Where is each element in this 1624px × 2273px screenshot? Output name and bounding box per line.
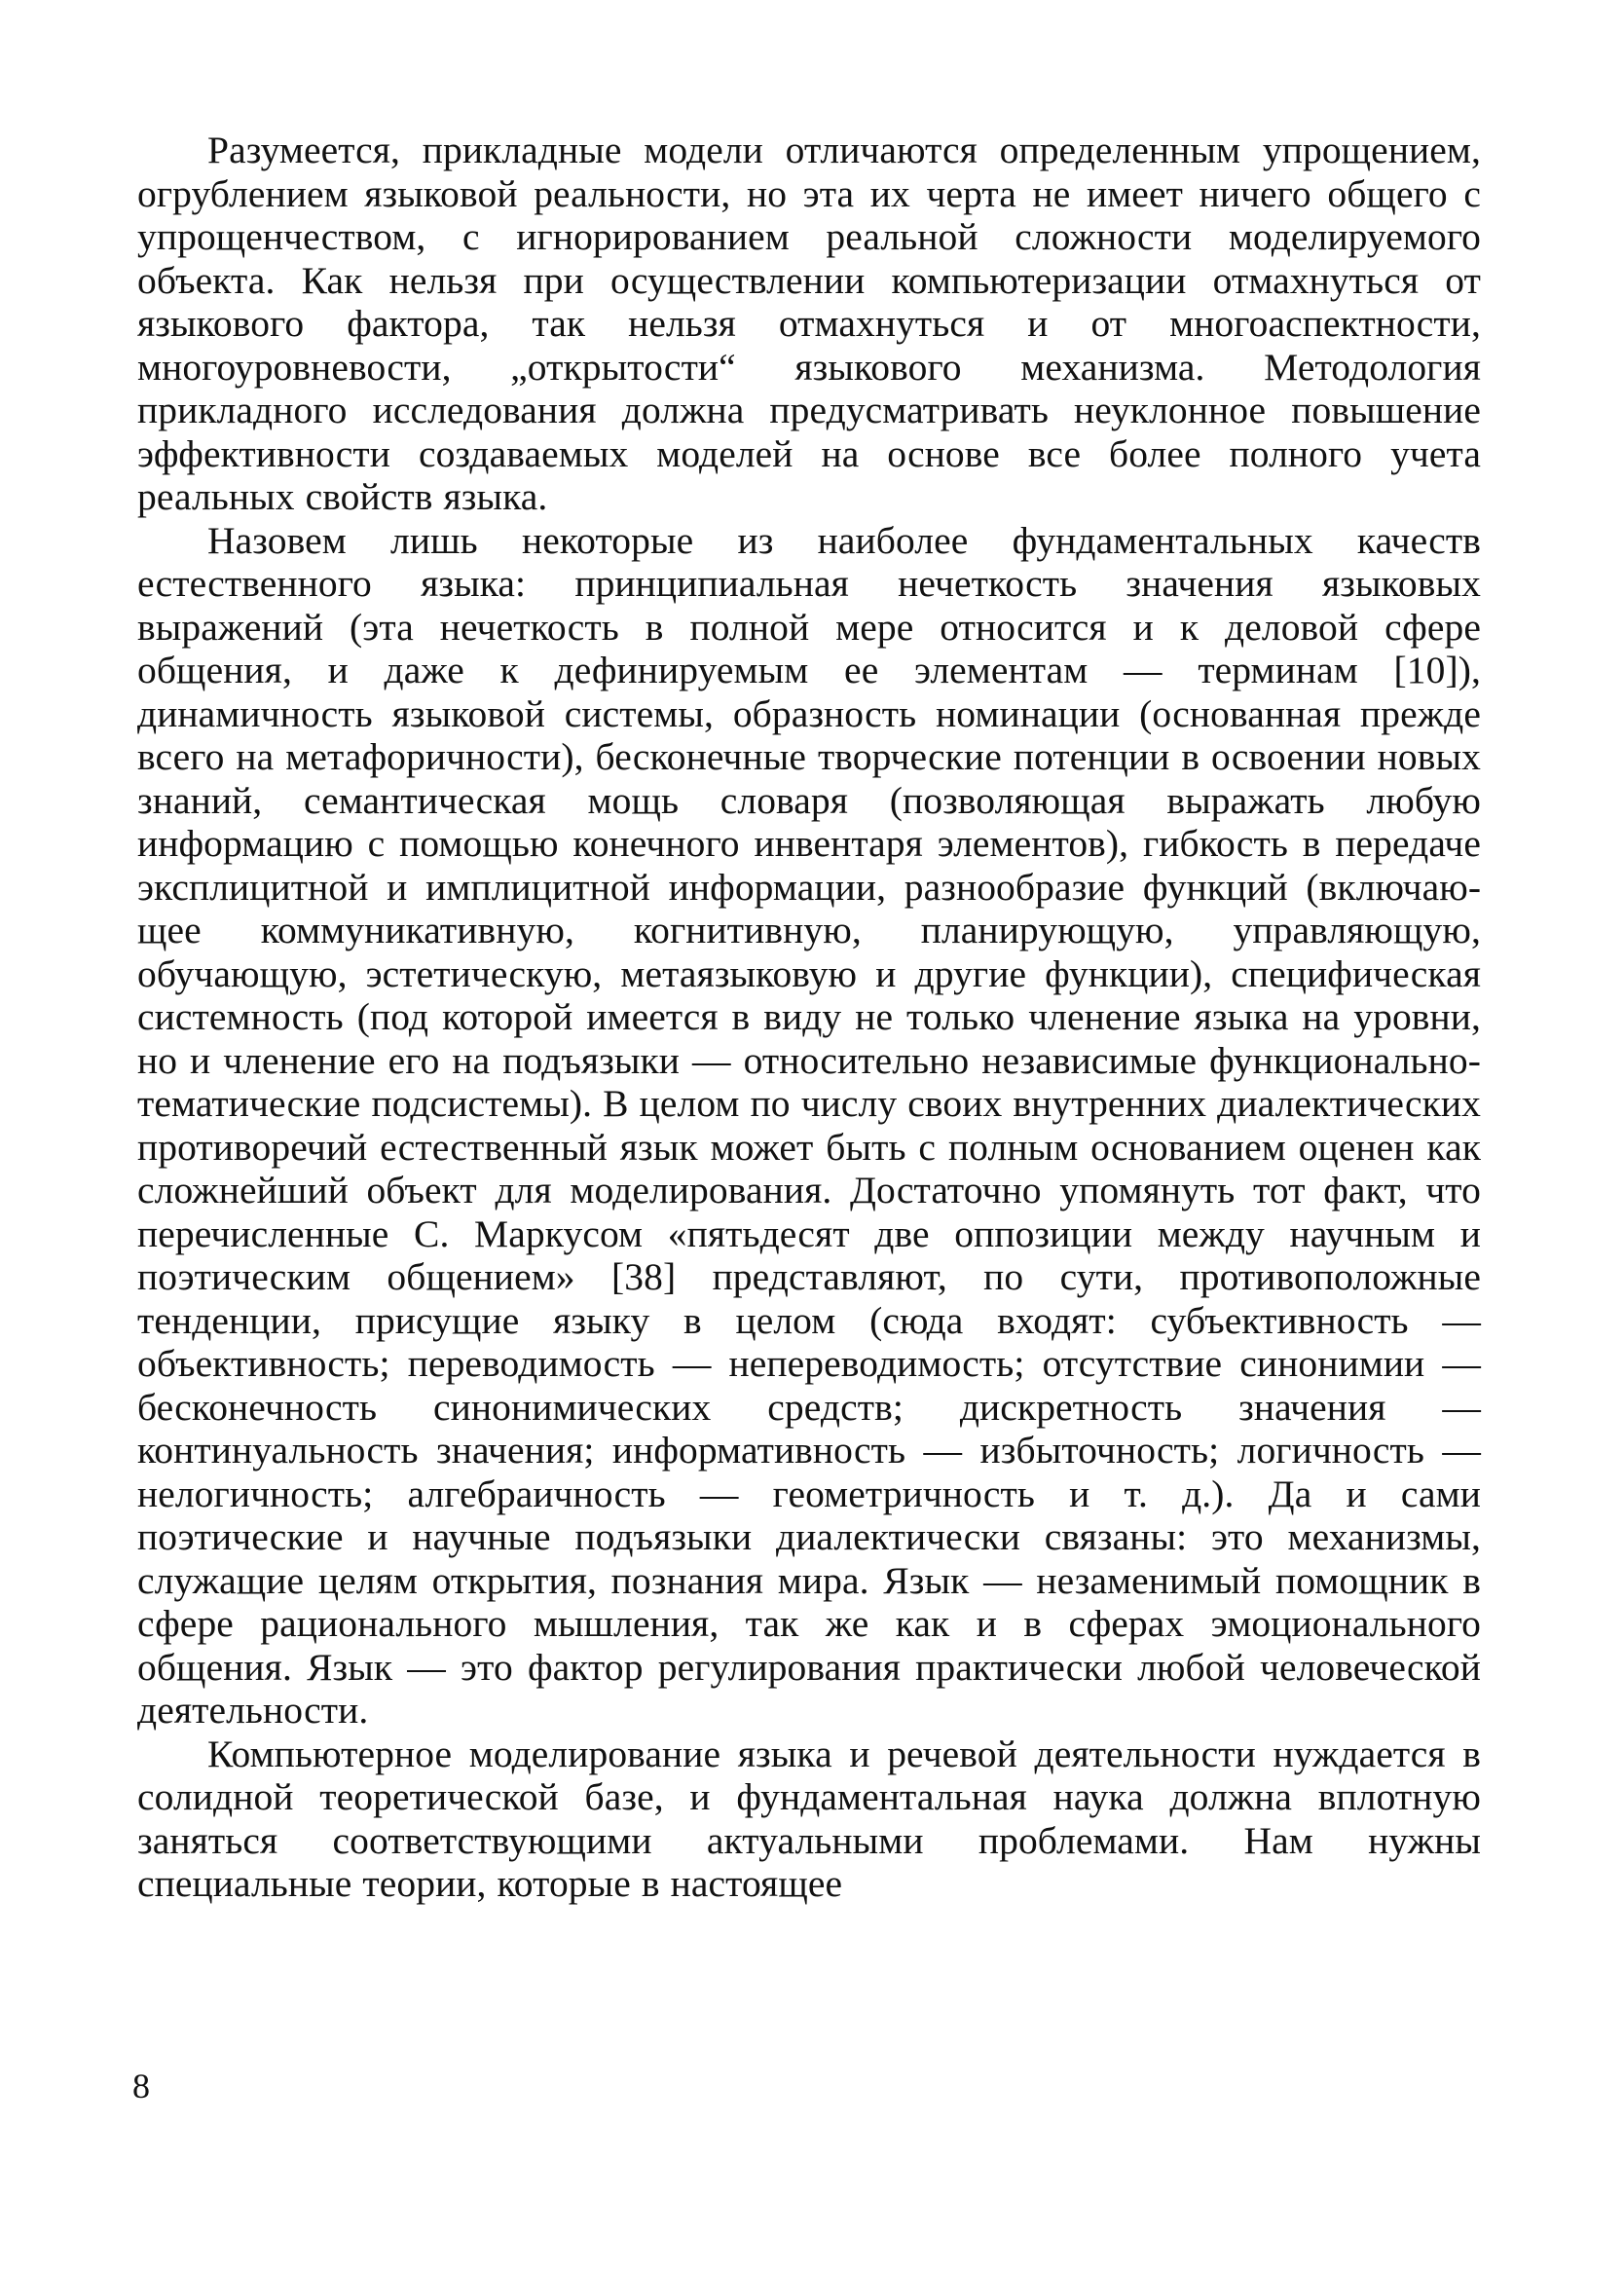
paragraph-1: Разумеется, прикладные модели отличаются определенным упрощением, огрублением языковой реальности, но эта их черта не имеет ничего общего с упрощенчеством, с игнорированием реальной сложности моделируемого объекта. Как нельзя при осуществлении компьютеризации отмахнуться от языкового фактора, так нельзя отмахнуться и от многоаспектности, многоуровневости, „открытости“ языкового механизма. Методология прикладного исследования должна предусматривать неуклонное повышение эффективности создаваемых моделей на основе все более полного учета реальных свойств языка.: [137, 129, 1481, 518]
paragraph-2: Назовем лишь некоторые из наиболее фундаментальных качеств естественного языка: принципиальная нечеткость значения языковых выражений (эта нечеткость в полной мере относится и к деловой сфере общения, и даже к дефинируемым ее элементам — терминам [10]), динамичность языковой системы, образность номинации (основанная прежде всего на метафоричности), бесконечные творческие потенции в освоении новых знаний, семантическая мощь словаря (позволяющая выражать любую информацию с помощью конечного инвентаря элементов), гибкость в передаче эксплицитной и имплицитной информации, разнообразие функций (включающее коммуникативную, когнитивную, планирующую, управляющую, обучающую, эстетическую, метаязыковую и другие функции), специфическая системность (под которой имеется в виду не только членение языка на уровни, но и членение его на подъязыки — относительно независимые функционально-тематические подсистемы). В целом по числу своих внутренних диалектических противоречий естественный язык может быть с полным основанием оценен как сложнейший объект для моделирования. Достаточно упомянуть тот факт, что перечисленные С. Маркусом «пятьдесят две оппозиции между научным и поэтическим общением» [38] представляют, по сути, противоположные тенденции, присущие языку в целом (сюда входят: субъективность — объективность; переводимость — непереводимость; отсутствие синонимии — бесконечность синонимических средств; дискретность значения — континуальность значения; информативность — избыточность; логичность — нелогичность; алгебраичность — геометричность и т. д.). Да и сами поэтические и научные подъязыки диалектически связаны: это механизмы, служащие целям открытия, познания мира. Язык — незаменимый помощник в сфере рационального мышления, так же как и в сферах эмоционального общения. Язык — это фактор регулирования практически любой человеческой деятельности.: [137, 518, 1481, 1732]
body-text: [137, 129, 1481, 1906]
page-number: 8: [132, 2067, 150, 2105]
paragraph-3: Компьютерное моделирование языка и речевой деятельности нуждается в солидной теоретической базе, и фундаментальная наука должна вплотную заняться соответствующими актуальными проблемами. Нам нужны специальные теории, которые в настоящее: [137, 1732, 1481, 1905]
